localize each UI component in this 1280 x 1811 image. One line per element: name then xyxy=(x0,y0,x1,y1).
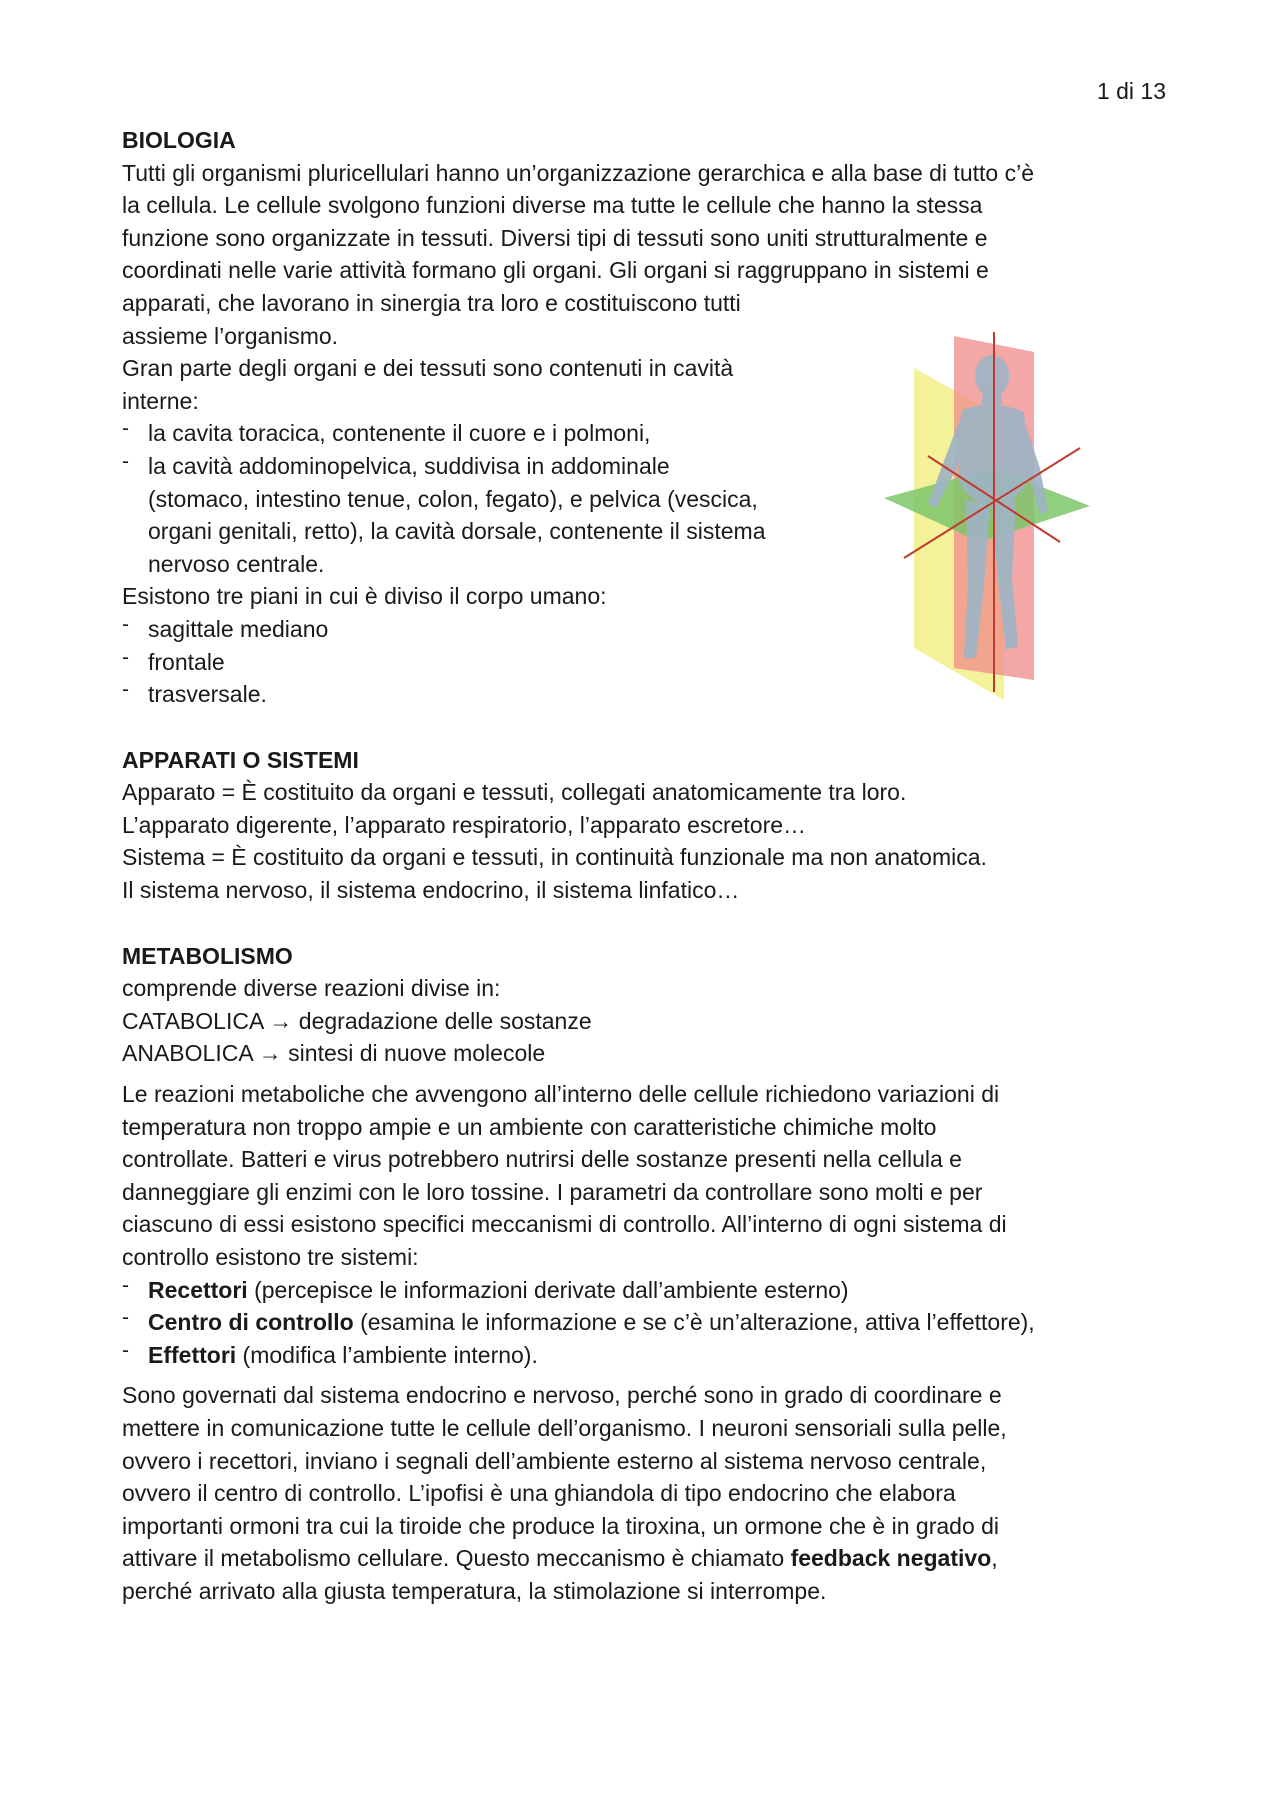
text-line: mettere in comunicazione tutte le cellule dell’organismo. I neuroni sensoriali sulla pelle, xyxy=(122,1414,1007,1441)
text-line: coordinati nelle varie attività formano gli organi. Gli organi si raggruppano in sistemi e xyxy=(122,257,989,284)
text-line: controllo esistono tre sistemi: xyxy=(122,1244,419,1270)
text-line: Tutti gli organismi pluricellulari hanno un’organizzazione gerarchica e alla base di tutto c’è xyxy=(122,159,1034,186)
text-line: la cellula. Le cellule svolgono funzioni diverse ma tutte le cellule che hanno la stessa xyxy=(122,192,983,219)
text-line: Sono governati dal sistema endocrino e nervoso, perché sono in grado di coordinare e xyxy=(122,1382,1002,1409)
text-line: CATABOLICA → degradazione delle sostanze xyxy=(122,1007,592,1034)
text-line: (stomaco, intestino tenue, colon, fegato), e pelvica (vescica, xyxy=(148,485,758,512)
text-line: comprende diverse reazioni divise in: xyxy=(122,975,501,1002)
text-line: funzione sono organizzate in tessuti. Diversi tipi di tessuti sono uniti strutturalmente e xyxy=(122,224,988,251)
page-number: 1 di 13 xyxy=(1096,78,1166,104)
section-title-apparati: APPARATI O SISTEMI xyxy=(122,746,359,773)
section-title-metabolismo: METABOLISMO xyxy=(122,942,293,969)
text-line: ovvero il centro di controllo. L’ipofisi è una ghiandola di tipo endocrino che elabora xyxy=(122,1480,956,1507)
term-description: (percepisce le informazioni derivate dall’ambiente esterno) xyxy=(247,1276,849,1303)
text-line: Le reazioni metaboliche che avvengono all’interno delle cellule richiedono variazioni di xyxy=(122,1081,1000,1108)
text-line: Sistema = È costituito da organi e tessuti, in continuità funzionale ma non anatomica. xyxy=(122,844,987,871)
text-line: apparati, che lavorano in sinergia tra loro e costituiscono tutti xyxy=(122,289,741,316)
text-line: - la cavità addominopelvica, suddivisa in addominale xyxy=(148,452,670,479)
list-item xyxy=(122,1274,1168,1307)
text-line: interne: xyxy=(122,387,199,414)
text-segment: attivare il metabolismo cellulare. Questo meccanismo è chiamato xyxy=(122,1545,791,1572)
text-line: Gran parte degli organi e dei tessuti sono contenuti in cavità xyxy=(122,355,734,382)
text-line: importanti ormoni tra cui la tiroide che produce la tiroxina, un ormone che è in grado di xyxy=(122,1512,1000,1539)
term-centro-controllo: Centro di controllo xyxy=(148,1309,354,1336)
list-item: - trasversale. xyxy=(122,678,1168,711)
list-item: - sagittale mediano xyxy=(122,613,1168,646)
control-systems-list xyxy=(122,1274,1168,1372)
term-feedback-negativo: feedback negativo xyxy=(790,1545,992,1572)
term-description: (modifica l’ambiente interno). xyxy=(236,1341,538,1368)
text-line: - la cavita toracica, contenente il cuore e i polmoni, xyxy=(148,420,651,447)
planes-intro: Esistono tre piani in cui è diviso il corpo umano: xyxy=(122,583,607,610)
text-line: controllate. Batteri e virus potrebbero nutrirsi delle sostanze presenti nella cellula e xyxy=(122,1146,962,1173)
text-line: L’apparato digerente, l’apparato respiratorio, l’apparato escretore… xyxy=(122,811,807,838)
section-title-biologia: BIOLOGIA xyxy=(122,127,236,153)
list-item xyxy=(122,1339,1168,1372)
text-line: ovvero i recettori, inviano i segnali dell’ambiente esterno al sistema nervoso centrale, xyxy=(122,1447,987,1474)
text-line: Apparato = È costituito da organi e tessuti, collegati anatomicamente tra loro. xyxy=(122,779,907,806)
text-line: nervoso centrale. xyxy=(148,550,325,577)
body-planes-illustration xyxy=(884,328,1090,700)
text-line: ciascuno di essi esistono specifici meccanismi di controllo. All’interno di ogni sistema di xyxy=(122,1211,1007,1238)
term-effettori: Effettori xyxy=(148,1341,237,1368)
term-description: (esamina le informazione e se c’è un’alterazione, attiva l’effettore), xyxy=(353,1309,1035,1336)
term-recettori: Recettori xyxy=(148,1276,248,1303)
list-item: - frontale xyxy=(122,646,1168,679)
text-line: organi genitali, retto), la cavità dorsale, contenente il sistema xyxy=(148,518,766,545)
text-line: ANABOLICA → sintesi di nuove molecole xyxy=(122,1040,546,1067)
text-line: perché arrivato alla giusta temperatura, la stimolazione si interrompe. xyxy=(122,1577,827,1604)
metabolism-paragraph-1 xyxy=(122,1078,1168,1274)
text-line: danneggiare gli enzimi con le loro tossine. I parametri da controllare sono molti e per xyxy=(122,1178,983,1205)
text-line: temperatura non troppo ampie e un ambiente con caratteristiche chimiche molto xyxy=(122,1113,937,1140)
text-line xyxy=(122,1542,1168,1575)
text-line: assieme l’organismo. xyxy=(122,322,339,349)
text-segment: , xyxy=(991,1545,998,1572)
list-item xyxy=(122,1306,1168,1339)
metabolism-paragraph-2 xyxy=(122,1379,1168,1607)
text-line: Il sistema nervoso, il sistema endocrino, il sistema linfatico… xyxy=(122,877,740,904)
